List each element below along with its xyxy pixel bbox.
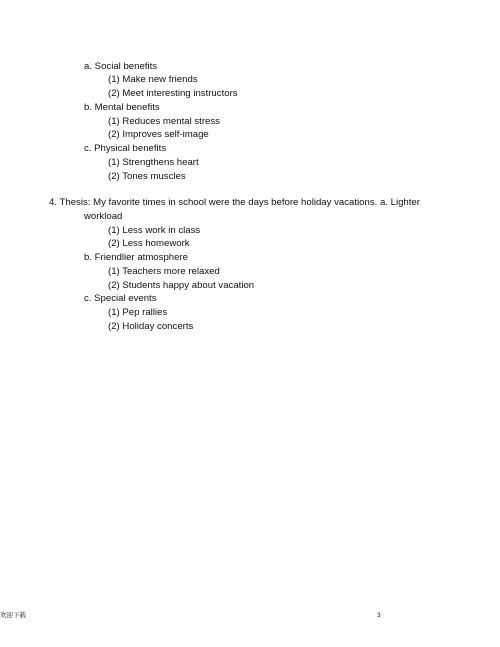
footer-left-text: 欢迎下载 xyxy=(0,612,26,619)
page-number: 3 xyxy=(377,612,381,619)
outline-subitem: (2) Meet interesting instructors xyxy=(108,88,238,99)
outline-subitem: (1) Strengthens heart xyxy=(108,157,199,168)
outline-item-special-events: c. Special events xyxy=(84,293,157,304)
thesis-statement-continued: workload xyxy=(84,211,123,222)
outline-subitem: (1) Teachers more relaxed xyxy=(108,266,220,277)
outline-subitem: (2) Less homework xyxy=(108,238,190,249)
outline-item-social-benefits: a. Social benefits xyxy=(84,61,158,72)
outline-subitem: (2) Improves self-image xyxy=(108,129,209,140)
thesis-statement: 4. Thesis: My favorite times in school were the days before holiday vacations. a. Lighter xyxy=(49,197,420,208)
outline-subitem: (1) Reduces mental stress xyxy=(108,116,220,127)
outline-subitem: (2) Students happy about vacation xyxy=(108,280,255,291)
outline-subitem: (1) Pep rallies xyxy=(108,307,168,318)
outline-item-mental-benefits: b. Mental benefits xyxy=(84,102,160,113)
outline-subitem: (2) Tones muscles xyxy=(108,171,186,182)
outline-item-physical-benefits: c. Physical benefits xyxy=(84,143,167,154)
outline-subitem: (1) Less work in class xyxy=(108,225,201,236)
outline-item-friendlier-atmosphere: b. Friendlier atmosphere xyxy=(84,252,188,263)
outline-subitem: (2) Holiday concerts xyxy=(108,321,194,332)
outline-subitem: (1) Make new friends xyxy=(108,74,198,85)
